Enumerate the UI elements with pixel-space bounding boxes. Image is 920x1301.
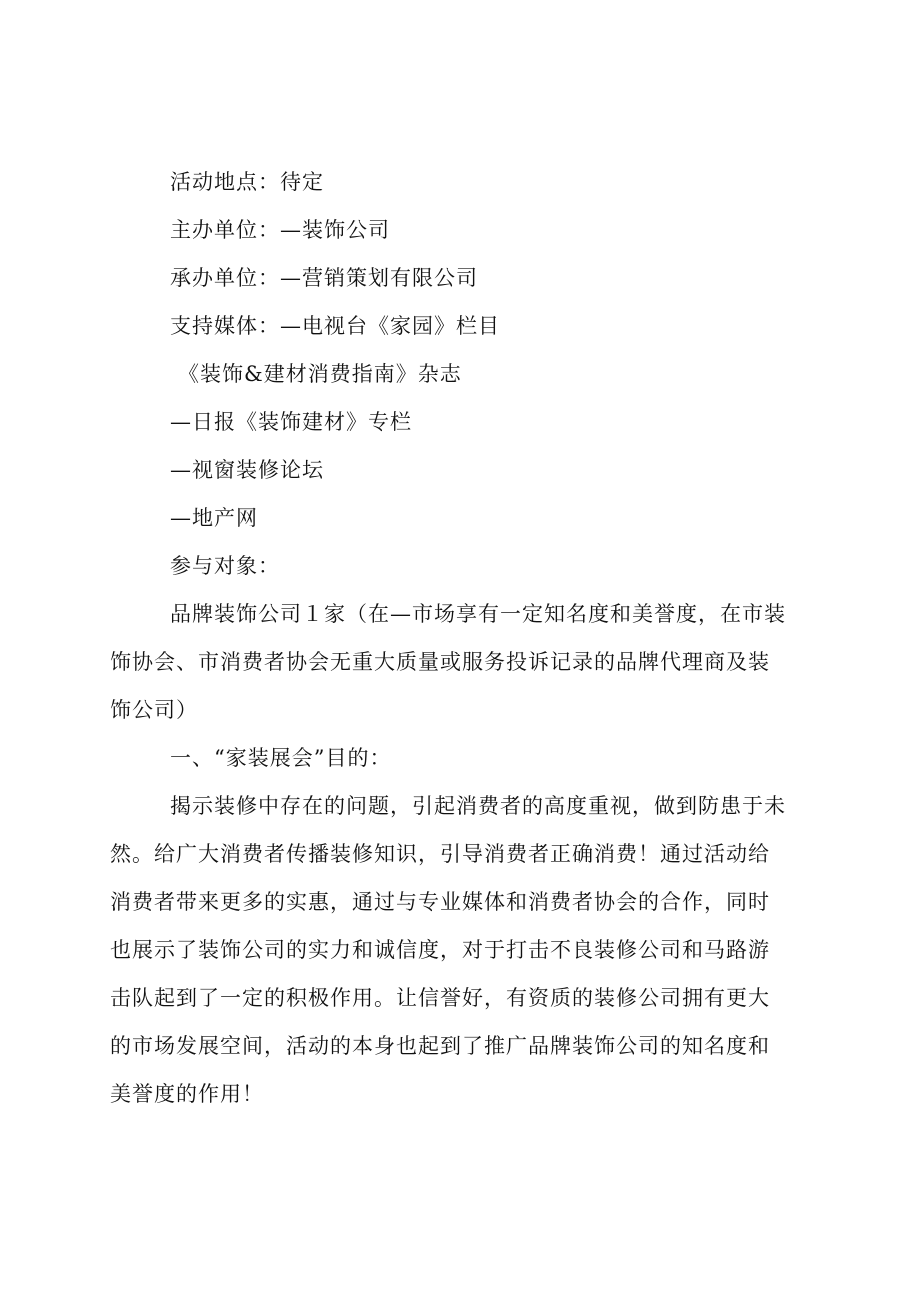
paragraph-line: 击队起到了一定的积极作用。让信誉好，有资质的装修公司拥有更大 (110, 986, 770, 1010)
paragraph-line: 品牌装饰公司１家（在—市场享有一定知名度和美誉度，在市装 (170, 602, 786, 626)
media-item: —地产网 (170, 506, 258, 530)
media-line: 支持媒体：—电视台《家园》栏目 (170, 314, 500, 338)
media-item: —日报《装饰建材》专栏 (170, 410, 412, 434)
section-heading: 一、“家装展会”目的： (170, 746, 392, 770)
undertaker-line: 承办单位：—营销策划有限公司 (170, 266, 478, 290)
paragraph-line: 然。给广大消费者传播装修知识，引导消费者正确消费！通过活动给 (110, 842, 770, 866)
paragraph-line: 的市场发展空间，活动的本身也起到了推广品牌装饰公司的知名度和 (110, 1034, 770, 1058)
paragraph-line: 也展示了装饰公司的实力和诚信度，对于打击不良装修公司和马路游 (110, 938, 770, 962)
organizer-line: 主办单位：—装饰公司 (170, 218, 390, 242)
paragraph-line: 饰协会、市消费者协会无重大质量或服务投诉记录的品牌代理商及装 (110, 650, 770, 674)
paragraph-line: 揭示装修中存在的问题，引起消费者的高度重视，做到防患于未 (170, 794, 786, 818)
media-item: 《装饰&建材消费指南》杂志 (178, 362, 462, 386)
paragraph-line: 美誉度的作用！ (110, 1082, 264, 1106)
purpose-paragraph (110, 782, 820, 1118)
paragraph-line: 消费者带来更多的实惠，通过与专业媒体和消费者协会的合作，同时 (110, 890, 770, 914)
media-item: —视窗装修论坛 (170, 458, 324, 482)
participants-paragraph (110, 590, 820, 734)
paragraph-line: 饰公司） (110, 698, 198, 722)
participants-label: 参与对象： (170, 554, 280, 578)
venue-line: 活动地点：待定 (170, 170, 324, 194)
